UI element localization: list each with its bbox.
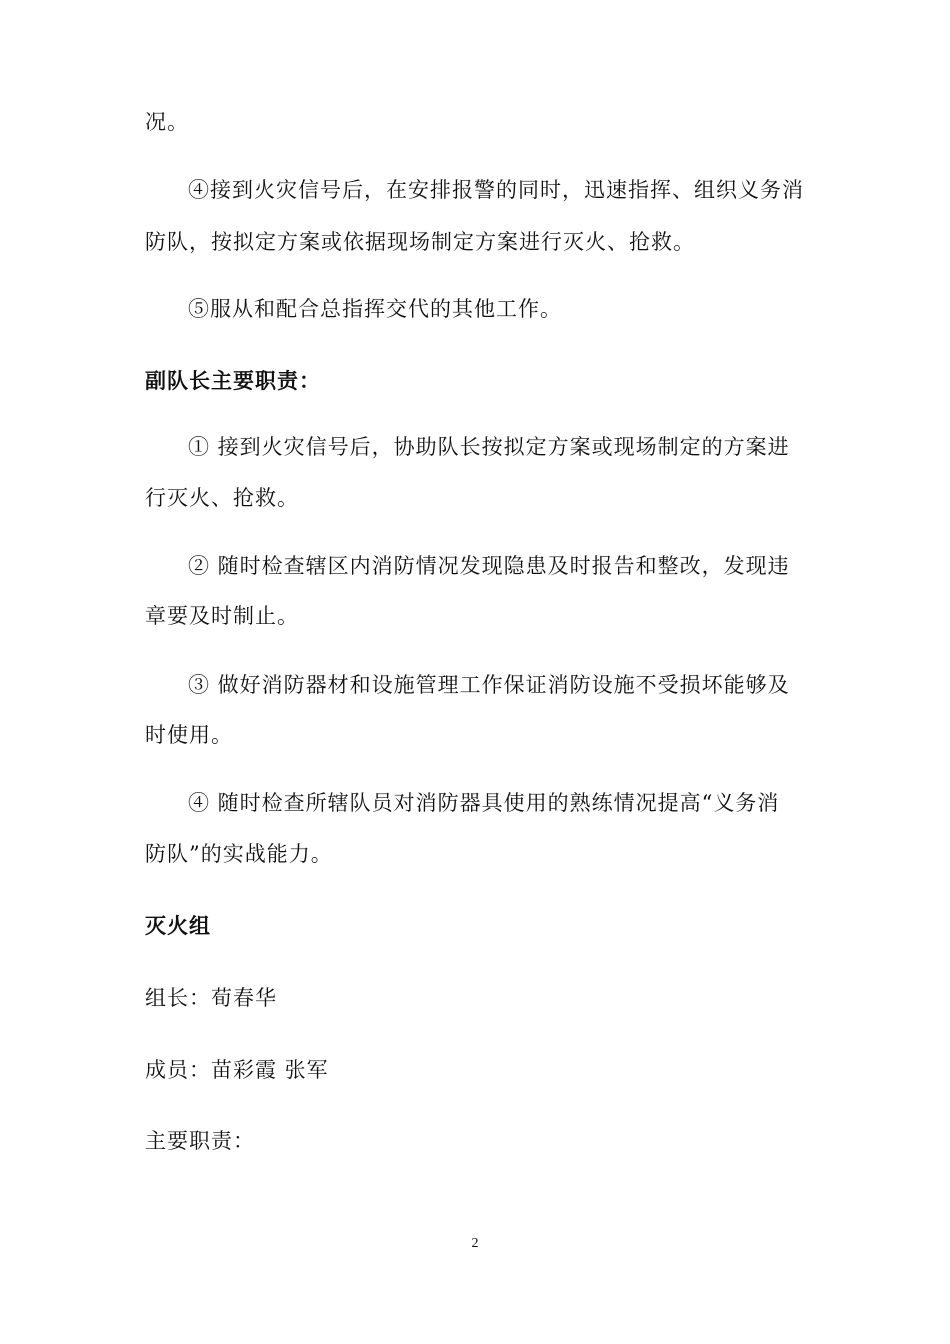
deputy-duty-2-line-2: 章要及时制止。 (145, 604, 299, 628)
section-heading-firefighting-group: 灭火组 (145, 913, 211, 938)
deputy-duty-2-line-1: ② 随时检查辖区内消防情况发现隐患及时报告和整改，发现违 (188, 554, 790, 578)
main-duties-label: 主要职责： (145, 1129, 255, 1153)
deputy-duty-4-line-2: 防队”的实战能力。 (145, 842, 333, 866)
deputy-duty-1-line-2: 行灭火、抢救。 (145, 486, 299, 510)
section-heading-deputy-captain: 副队长主要职责： (145, 368, 321, 393)
duty-item-5: ⑤服从和配合总指挥交代的其他工作。 (188, 297, 562, 321)
duty-item-4-line-2: 防队，按拟定方案或依据现场制定方案进行灭火、抢救。 (145, 230, 695, 254)
deputy-duty-4-line-1: ④ 随时检查所辖队员对消防器具使用的熟练情况提高“义务消 (188, 791, 780, 815)
deputy-duty-3-line-1: ③ 做好消防器材和设施管理工作保证消防设施不受损坏能够及 (188, 673, 790, 697)
duty-item-4-line-1: ④接到火灾信号后，在安排报警的同时，迅速指挥、组织义务消 (188, 178, 804, 202)
group-members: 成员：苗彩霞 张军 (145, 1058, 329, 1082)
group-leader: 组长：荀春华 (145, 986, 277, 1010)
deputy-duty-3-line-2: 时使用。 (145, 723, 233, 747)
deputy-duty-1-line-1: ① 接到火灾信号后，协助队长按拟定方案或现场制定的方案进 (188, 435, 790, 459)
page-number: 2 (471, 1236, 479, 1251)
text-line-continuation: 况。 (145, 110, 189, 134)
